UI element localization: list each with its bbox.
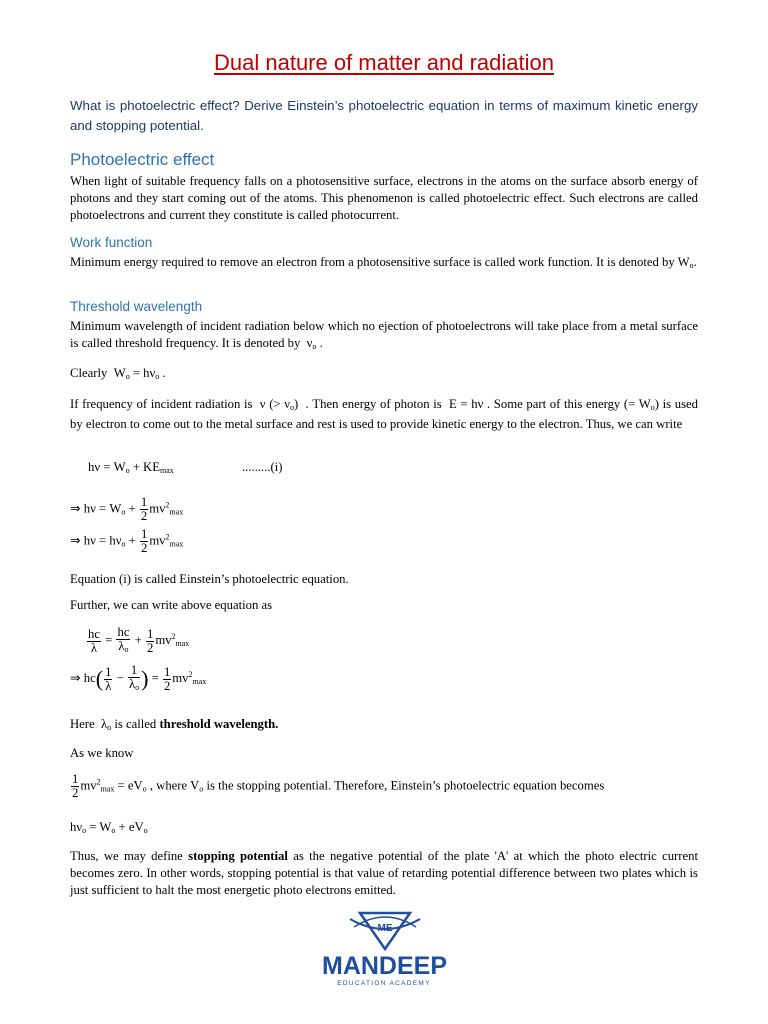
svg-text:ME: ME [377, 923, 393, 934]
frequency-paragraph: If frequency of incident radiation is ν (> $\nu_o$) . Then energy of photon is E = hν . Some part of this energy (= $W_o$) is used by electron to come out to the metal surface and rest is used to provide kinetic energy to the electron. Thus, we can write [70, 397, 699, 431]
logo-name: MANDEEP [322, 952, 448, 980]
equation-2: ⇒ $h\nu = W_o$ + $\frac{1}{2}$ $mv^2_{max}$ [70, 495, 184, 523]
work-function-definition: Minimum energy required to remove an electron from a photosensitive surface is called work function. It is denoted by $W_o$. [70, 255, 697, 270]
photoelectric-definition: When light of suitable frequency falls on a photosensitive surface, electrons in the atoms on the surface absorb energy of photons and they start coming out of the atoms. This phenomenon is called photoelectric effect. Such electrons are called photoelectrons and current they constitute is called photocurrent. [70, 174, 698, 222]
equation-1-label: .........(i) [242, 460, 283, 474]
stopping-potential-definition: Thus, we may define stopping potential as the negative potential of the plate 'A' at which the photo electric current becomes zero. In other words, stopping potential is that value of retarding potential difference between two plates which is just sufficient to halt the most energetic photo electrons emitted. [70, 849, 699, 897]
equation-called-text: Equation (i) is called Einstein’s photoelectric equation. [70, 572, 349, 586]
page-title: Dual nature of matter and radiation [214, 50, 554, 75]
further-text: Further, we can write above equation as [70, 598, 273, 612]
heading-photoelectric-effect: Photoelectric effect [70, 150, 215, 169]
as-we-know-text: As we know [70, 746, 134, 760]
heading-work-function: Work function [70, 235, 153, 250]
equation-4: $\frac{hc}{\lambda}$ = $\frac{hc}{\lambda_o}$ + $\frac{1}{2}$ $mv^2_{max}$ [88, 625, 190, 655]
question-text: What is photoelectric effect? Derive Einstein’s photoelectric equation in terms of maximum kinetic energy and stopping potential. [70, 98, 698, 133]
heading-threshold-wavelength: Threshold wavelength [70, 299, 203, 314]
logo-subtitle: EDUCATION ACADEMY [337, 980, 431, 987]
clearly-line: Clearly $W_o = h\nu_o$ . [70, 366, 166, 381]
here-line: Here $\lambda_o$ is called threshold wavelength. [70, 717, 279, 732]
stopping-relation-line: $\frac{1}{2}$ $mv^2_{max} = eV_o$ , where $V_o$ is the stopping potential. Therefore, Einstein’s photoelectric equation becomes [72, 772, 605, 800]
equation-5: ⇒ hc( $\frac{1}{\lambda}$ − $\frac{1}{\lambda_o}$ ) = $\frac{1}{2}$ $mv^2_{max}$ [70, 663, 207, 693]
equation-3: ⇒ $h\nu = h\nu_o$ + $\frac{1}{2}$ $mv^2_{max}$ [70, 527, 184, 555]
threshold-definition: Minimum wavelength of incident radiation below which no ejection of photoelectrons will take place from a metal surface is called threshold frequency. It is denoted by $\nu_o$ . [70, 319, 698, 351]
equation-6: $h\nu_o = W_o + eV_o$ [70, 820, 148, 835]
equation-1: $h\nu = W_o + KE_{max}$ [88, 460, 174, 475]
